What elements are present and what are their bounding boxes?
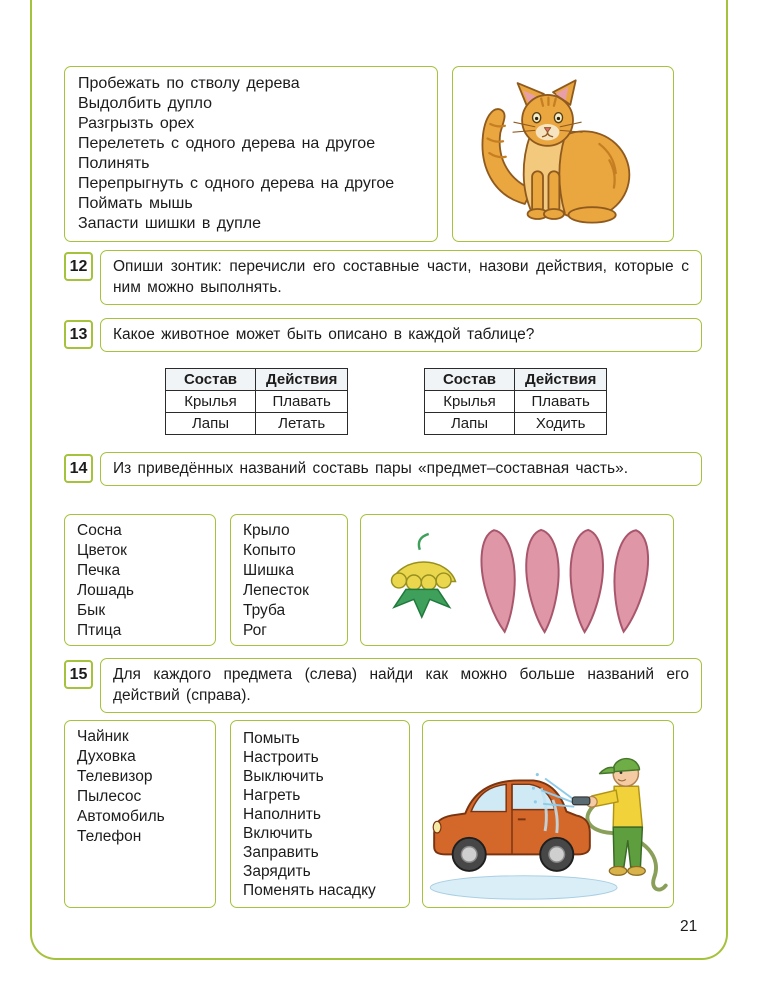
table-cell: Крылья	[166, 391, 256, 413]
list-item: Копыто	[243, 542, 296, 559]
animal-table-1	[165, 368, 348, 435]
list-item: Крыло	[243, 522, 290, 539]
list-item: Телевизор	[77, 768, 153, 785]
task-15-objects-box	[64, 720, 216, 908]
list-item: Лошадь	[77, 582, 134, 599]
list-item: Чайник	[77, 728, 129, 745]
task-14-text-box	[100, 452, 702, 486]
table-cell: Ходить	[515, 413, 607, 435]
list-item: Печка	[77, 562, 121, 579]
table-cell: Крылья	[425, 391, 515, 413]
task-number-12: 12	[64, 252, 93, 281]
task-13-text-box	[100, 318, 702, 352]
list-item: Пылесос	[77, 788, 142, 805]
list-item: Настроить	[243, 749, 319, 766]
list-item: Духовка	[77, 748, 136, 765]
table-header: Состав	[425, 369, 515, 391]
task-number-14: 14	[64, 454, 93, 483]
table-cell: Летать	[256, 413, 348, 435]
list-item: Наполнить	[243, 806, 321, 823]
table-cell: Плавать	[256, 391, 348, 413]
action-line: Полинять	[78, 155, 150, 172]
list-item: Телефон	[77, 828, 142, 845]
list-item: Птица	[77, 622, 122, 639]
list-item: Автомобиль	[77, 808, 165, 825]
task-12-text: Опиши зонтик: перечисли его составные части, назови действия, которые с ним можно выполнять.	[113, 258, 689, 296]
task-12-text-box	[100, 250, 702, 305]
list-item: Выключить	[243, 768, 324, 785]
action-line: Пробежать по стволу дерева	[78, 75, 300, 92]
list-item: Сосна	[77, 522, 122, 539]
boy-washing-car-illustration	[425, 724, 671, 904]
action-line: Запасти шишки в дупле	[78, 215, 262, 232]
task-14-text: Из приведённых названий составь пары «предмет–составная часть».	[113, 460, 629, 477]
flower-petals-illustration	[368, 520, 666, 641]
cat-illustration-box	[452, 66, 674, 242]
task-14-objects-box	[64, 514, 216, 646]
actions-list-box	[64, 66, 438, 242]
task-15-text: Для каждого предмета (слева) найди как можно больше названий его действий (справа).	[113, 666, 689, 704]
list-item: Поменять насадку	[243, 882, 376, 899]
table-cell: Лапы	[166, 413, 256, 435]
list-item: Цветок	[77, 542, 127, 559]
list-item: Лепесток	[243, 582, 309, 599]
list-item: Шишка	[243, 562, 295, 579]
task-15-actions-box	[230, 720, 410, 908]
animal-table-2	[424, 368, 607, 435]
action-line: Перелететь с одного дерева на другое	[78, 135, 376, 152]
page-number: 21	[680, 918, 698, 935]
task-number-15: 15	[64, 660, 93, 689]
list-item: Труба	[243, 602, 286, 619]
table-cell: Лапы	[425, 413, 515, 435]
list-item: Заправить	[243, 844, 319, 861]
list-item: Зарядить	[243, 863, 311, 880]
task-number-13: 13	[64, 320, 93, 349]
cat-illustration	[463, 76, 663, 232]
action-line: Разгрызть орех	[78, 115, 195, 132]
table-header: Действия	[256, 369, 348, 391]
list-item: Включить	[243, 825, 313, 842]
task-14-parts-box	[230, 514, 348, 646]
list-item: Нагреть	[243, 787, 301, 804]
list-item: Бык	[77, 602, 106, 619]
table-cell: Плавать	[515, 391, 607, 413]
task-15-text-box	[100, 658, 702, 713]
petals-illustration-box	[360, 514, 674, 646]
action-line: Выдолбить дупло	[78, 95, 213, 112]
carwash-illustration-box	[422, 720, 674, 908]
table-header: Состав	[166, 369, 256, 391]
action-line: Перепрыгнуть с одного дерева на другое	[78, 175, 395, 192]
list-item: Рог	[243, 622, 267, 639]
task-13-text: Какое животное может быть описано в каждой таблице?	[113, 326, 535, 343]
table-header: Действия	[515, 369, 607, 391]
action-line: Поймать мышь	[78, 195, 193, 212]
list-item: Помыть	[243, 730, 300, 747]
